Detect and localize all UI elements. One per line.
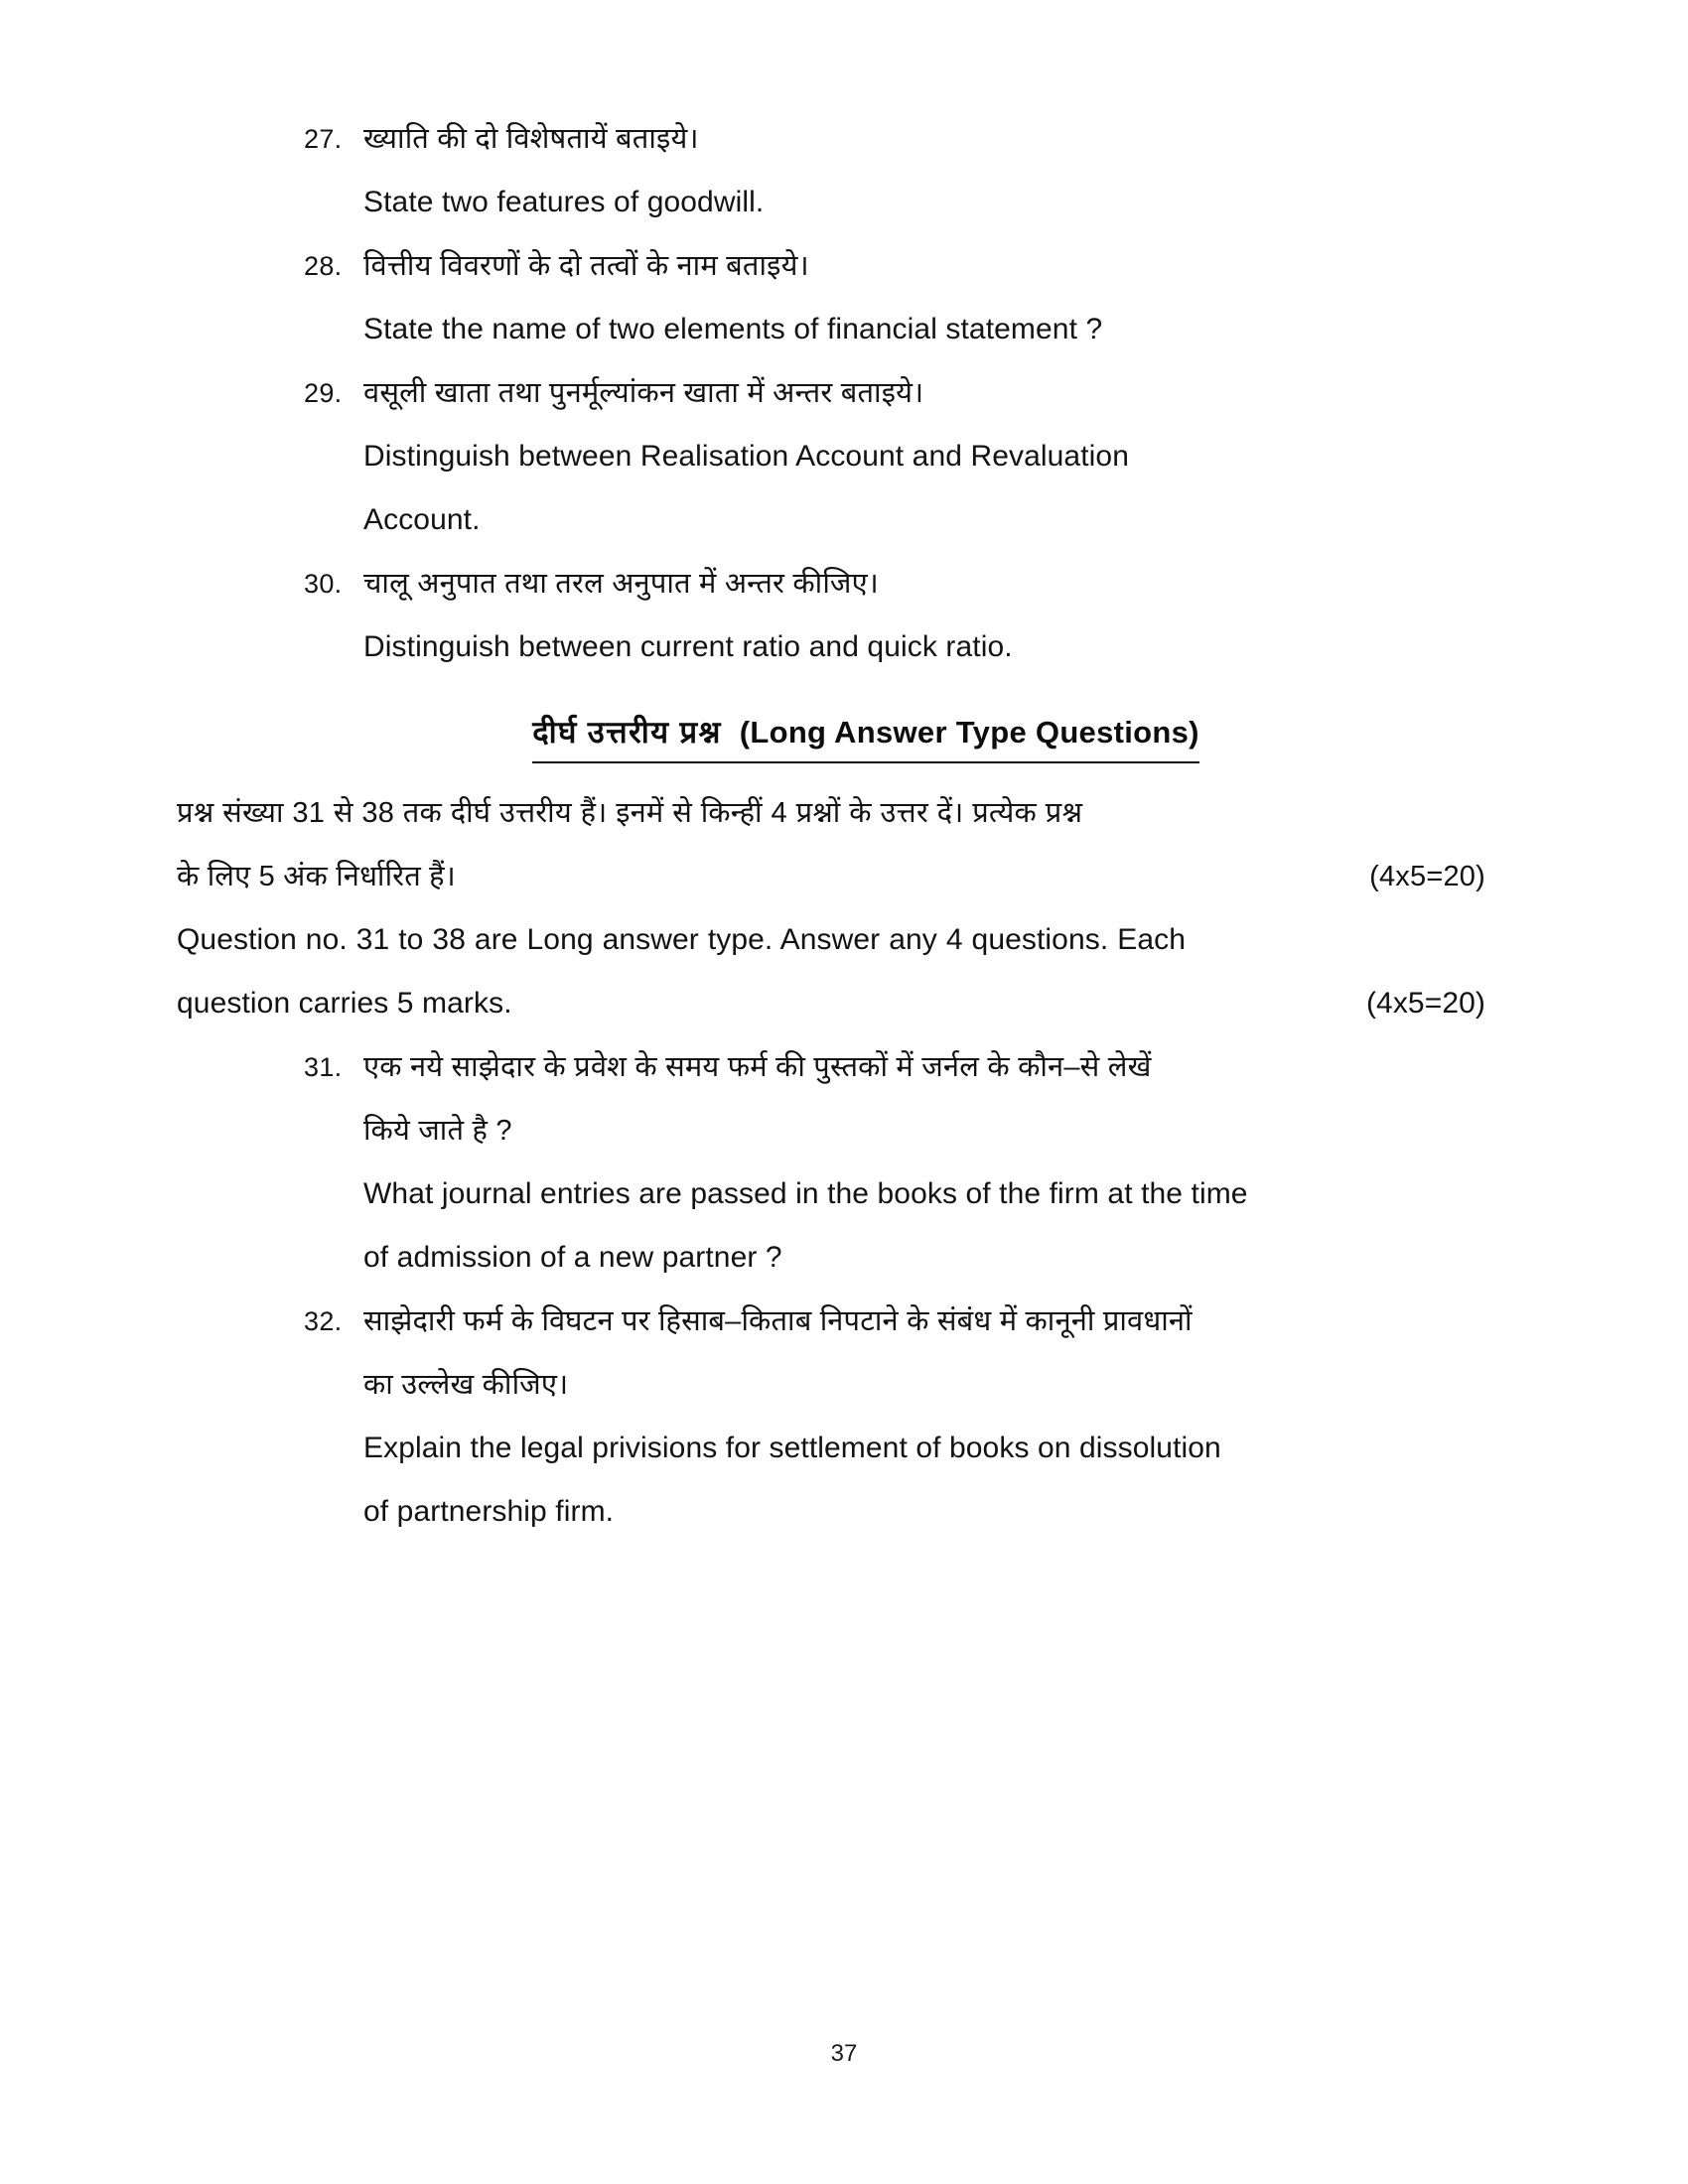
question-row bbox=[246, 107, 1485, 234]
question-text-english-line2: Account. bbox=[363, 503, 481, 536]
section-heading-hindi: दीर्घ उत्तरीय प्रश्न bbox=[532, 715, 722, 750]
question-text-english: State two features of goodwill. bbox=[363, 186, 765, 218]
question-number: 30. bbox=[304, 569, 343, 599]
question-text-english-line1: What journal entries are passed in the books of the firm at the time bbox=[363, 1177, 1248, 1210]
marks-english: (4x5=20) bbox=[1365, 987, 1485, 1020]
section-heading-english: (Long Answer Type Questions) bbox=[739, 715, 1199, 750]
question-row bbox=[246, 552, 1485, 679]
question-text-english-line2: of partnership firm. bbox=[363, 1495, 615, 1528]
question-text-hindi-line1: एक नये साझेदार के प्रवेश के समय फर्म की पुस्तकों में जर्नल के कौन–से लेखें bbox=[363, 1051, 1152, 1083]
question-body bbox=[363, 1035, 1485, 1290]
instruction-english-line2: question carries 5 marks. bbox=[177, 987, 512, 1020]
instruction-english-line1: Question no. 31 to 38 are Long answer type. Answer any 4 questions. Each bbox=[177, 923, 1187, 956]
page-content bbox=[177, 107, 1485, 1544]
question-row bbox=[246, 1290, 1485, 1544]
question-text-hindi: ख्याति की दो विशेषतायें बताइये। bbox=[363, 123, 699, 155]
question-number: 31. bbox=[304, 1052, 343, 1082]
question-row bbox=[246, 234, 1485, 361]
question-row bbox=[246, 1035, 1485, 1290]
question-body bbox=[363, 107, 1485, 234]
justified-line bbox=[363, 425, 1485, 488]
section-heading bbox=[246, 705, 1485, 763]
question-text-english-line1 bbox=[363, 425, 1485, 488]
instruction-hindi-line1: प्रश्न संख्या 31 से 38 तक दीर्घ उत्तरीय हैं। इनमें से किन्हीं 4 प्रश्नों के उत्तर दें। प्रत्येक प्रश्न bbox=[177, 797, 1083, 829]
instructions-block bbox=[177, 781, 1485, 1035]
page-number: 37 bbox=[830, 2040, 858, 2067]
section-heading-inner bbox=[532, 705, 1199, 763]
question-body bbox=[363, 1290, 1485, 1544]
question-text-hindi-line1: साझेदारी फर्म के विघटन पर हिसाब–किताब निपटाने के संबंध में कानूनी प्रावधानों bbox=[363, 1305, 1193, 1337]
question-text-hindi: वित्तीय विवरणों के दो तत्वों के नाम बताइये। bbox=[363, 250, 809, 282]
question-number: 28. bbox=[304, 251, 343, 281]
question-text-english-line2: of admission of a new partner ? bbox=[363, 1241, 782, 1274]
question-body bbox=[363, 361, 1485, 552]
question-text-hindi-line2: का उल्लेख कीजिए। bbox=[363, 1369, 569, 1401]
question-text-hindi-line2: किये जाते है ? bbox=[363, 1115, 512, 1147]
question-body bbox=[363, 552, 1485, 679]
question-number: 29. bbox=[304, 378, 343, 408]
question-text-english: State the name of two elements of financial statement ? bbox=[363, 313, 1103, 345]
marks-hindi: (4x5=20) bbox=[1369, 861, 1485, 892]
question-text-english-line1: Explain the legal privisions for settlement of books on dissolution bbox=[363, 1432, 1221, 1464]
question-text-english: Distinguish between current ratio and quick ratio. bbox=[363, 630, 1013, 663]
justified-line-text: Distinguish between Realisation Account and Revaluation bbox=[363, 440, 1129, 473]
instruction-hindi-line2: के लिए 5 अंक निर्धारित हैं। bbox=[177, 861, 456, 892]
question-row bbox=[246, 361, 1485, 552]
instruction-english-line2-row bbox=[177, 972, 1485, 1035]
spacer bbox=[246, 773, 1485, 781]
question-body bbox=[363, 234, 1485, 361]
question-text-hindi: चालू अनुपात तथा तरल अनुपात में अन्तर कीजिए। bbox=[363, 568, 880, 600]
question-number: 32. bbox=[304, 1306, 343, 1336]
question-number: 27. bbox=[304, 124, 343, 154]
instruction-hindi-line2-row bbox=[177, 845, 1485, 908]
question-text-hindi: वसूली खाता तथा पुनर्मूल्यांकन खाता में अन्तर बताइये। bbox=[363, 377, 924, 409]
